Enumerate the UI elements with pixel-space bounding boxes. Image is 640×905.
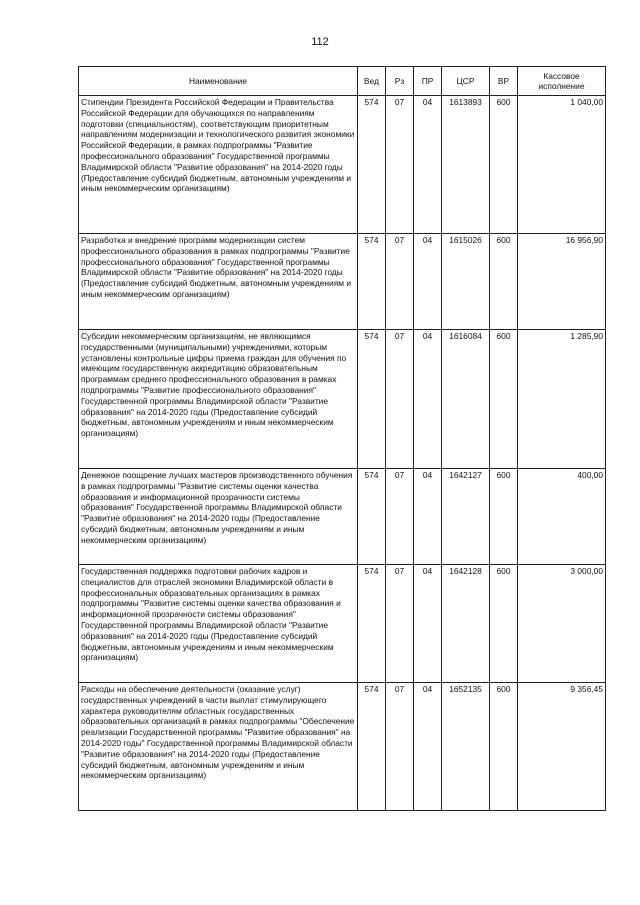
row-vr: 600 [490,234,518,330]
row-pr: 04 [414,565,442,683]
row-pr: 04 [414,234,442,330]
table-header [79,67,606,96]
header-amount: Кассовое исполнение [518,67,606,96]
table-row [79,96,606,234]
row-pr: 04 [414,469,442,565]
table-row [79,565,606,683]
row-csr: 1613893 [442,96,490,234]
table-row [79,330,606,469]
row-rz: 07 [386,330,414,469]
header-pr: ПР [414,67,442,96]
row-name: Денежное поощрение лучших мастеров производственного обучения в рамках подпрограммы "Развитие системы оценки качества образования и информационной прозрачности системы образования" Государственной программы Владимирской области "Развитие образования" на 2014-2020 годы (Предоставление субсидий бюджетным, автономным учреждениям и иным некоммерческим организациям) [79,469,358,565]
row-name: Субсидии некоммерческим организациям, не являющимся государственными (муниципальными) учреждениями, которым установлены контрольные цифры приема граждан для обучения по имеющим государственную аккредитацию образовательным программам среднего профессионального образования в рамках подпрограммы "Развитие профессионального образования" Государственной программы Владимирской области "Развитие образования" на 2014-2020 годы (Предоставление субсидий бюджетным, автономным учреждениям и иным некоммерческим организациям) [79,330,358,469]
row-vr: 600 [490,96,518,234]
header-vr: ВР [490,67,518,96]
table-row [79,234,606,330]
row-csr: 1642127 [442,469,490,565]
row-pr: 04 [414,683,442,811]
row-csr: 1652135 [442,683,490,811]
row-ved: 574 [358,565,386,683]
row-rz: 07 [386,234,414,330]
table-body [79,96,606,811]
row-vr: 600 [490,683,518,811]
row-amount: 3 000,00 [518,565,606,683]
row-csr: 1642128 [442,565,490,683]
row-name: Расходы на обеспечение деятельности (оказание услуг) государственных учреждений в части выплат стимулирующего характера руководителям областных государственных образовательных организаций в рамках подпрограммы "Обеспечение реализации Государственной программы "Развитие образования" на 2014-2020 годы" Государственной программы Владимирской области "Развитие образования" на 2014-2020 годы (Предоставление субсидий бюджетным, автономным учреждениям и иным некоммерческим организациям) [79,683,358,811]
row-amount: 1 040,00 [518,96,606,234]
row-pr: 04 [414,330,442,469]
budget-table [78,66,606,811]
row-ved: 574 [358,96,386,234]
row-rz: 07 [386,469,414,565]
row-pr: 04 [414,96,442,234]
table-row [79,469,606,565]
table-row [79,683,606,811]
row-rz: 07 [386,683,414,811]
header-ved: Вед [358,67,386,96]
row-name: Государственная поддержка подготовки рабочих кадров и специалистов для отраслей экономики Владимирской области в профессиональных образовательных организациях в рамках подпрограммы "Развитие системы оценки качества образования и информационной прозрачности системы образования" Государственной программы Владимирской области "Развитие образования" на 2014-2020 годы (Предоставление субсидий бюджетным, автономным учреждениям и иным некоммерческим организациям) [79,565,358,683]
row-rz: 07 [386,565,414,683]
row-name: Разработка и внедрение программ модернизации систем профессионального образования в рамках подпрограммы "Развитие профессионального образования" Государственной программы Владимирской области "Развитие образования" на 2014-2020 годы (Предоставление субсидий бюджетным, автономным учреждениям и иным некоммерческим организациям) [79,234,358,330]
row-amount: 400,00 [518,469,606,565]
page-number: 112 [311,36,329,48]
row-ved: 574 [358,683,386,811]
header-csr: ЦСР [442,67,490,96]
row-csr: 1616084 [442,330,490,469]
row-csr: 1615026 [442,234,490,330]
header-rz: Рз [386,67,414,96]
header-name: Наименование [79,67,358,96]
row-amount: 1 285,90 [518,330,606,469]
row-name: Стипендии Президента Российской Федерации и Правительства Российской Федерации для обучающихся по направлениям подготовки (специальностям), соответствующим приоритетным направлениям модернизации и технологического развития экономики Российской Федерации, в рамках подпрограммы "Развитие профессионального образования" Государственной программы Владимирской области "Развитие образования" на 2014-2020 годы (Предоставление субсидий бюджетным, автономным учреждениям и иным некоммерческим организациям) [79,96,358,234]
row-amount: 16 956,90 [518,234,606,330]
row-rz: 07 [386,96,414,234]
row-ved: 574 [358,469,386,565]
row-vr: 600 [490,469,518,565]
row-ved: 574 [358,234,386,330]
row-ved: 574 [358,330,386,469]
row-vr: 600 [490,565,518,683]
row-vr: 600 [490,330,518,469]
row-amount: 9 356,45 [518,683,606,811]
